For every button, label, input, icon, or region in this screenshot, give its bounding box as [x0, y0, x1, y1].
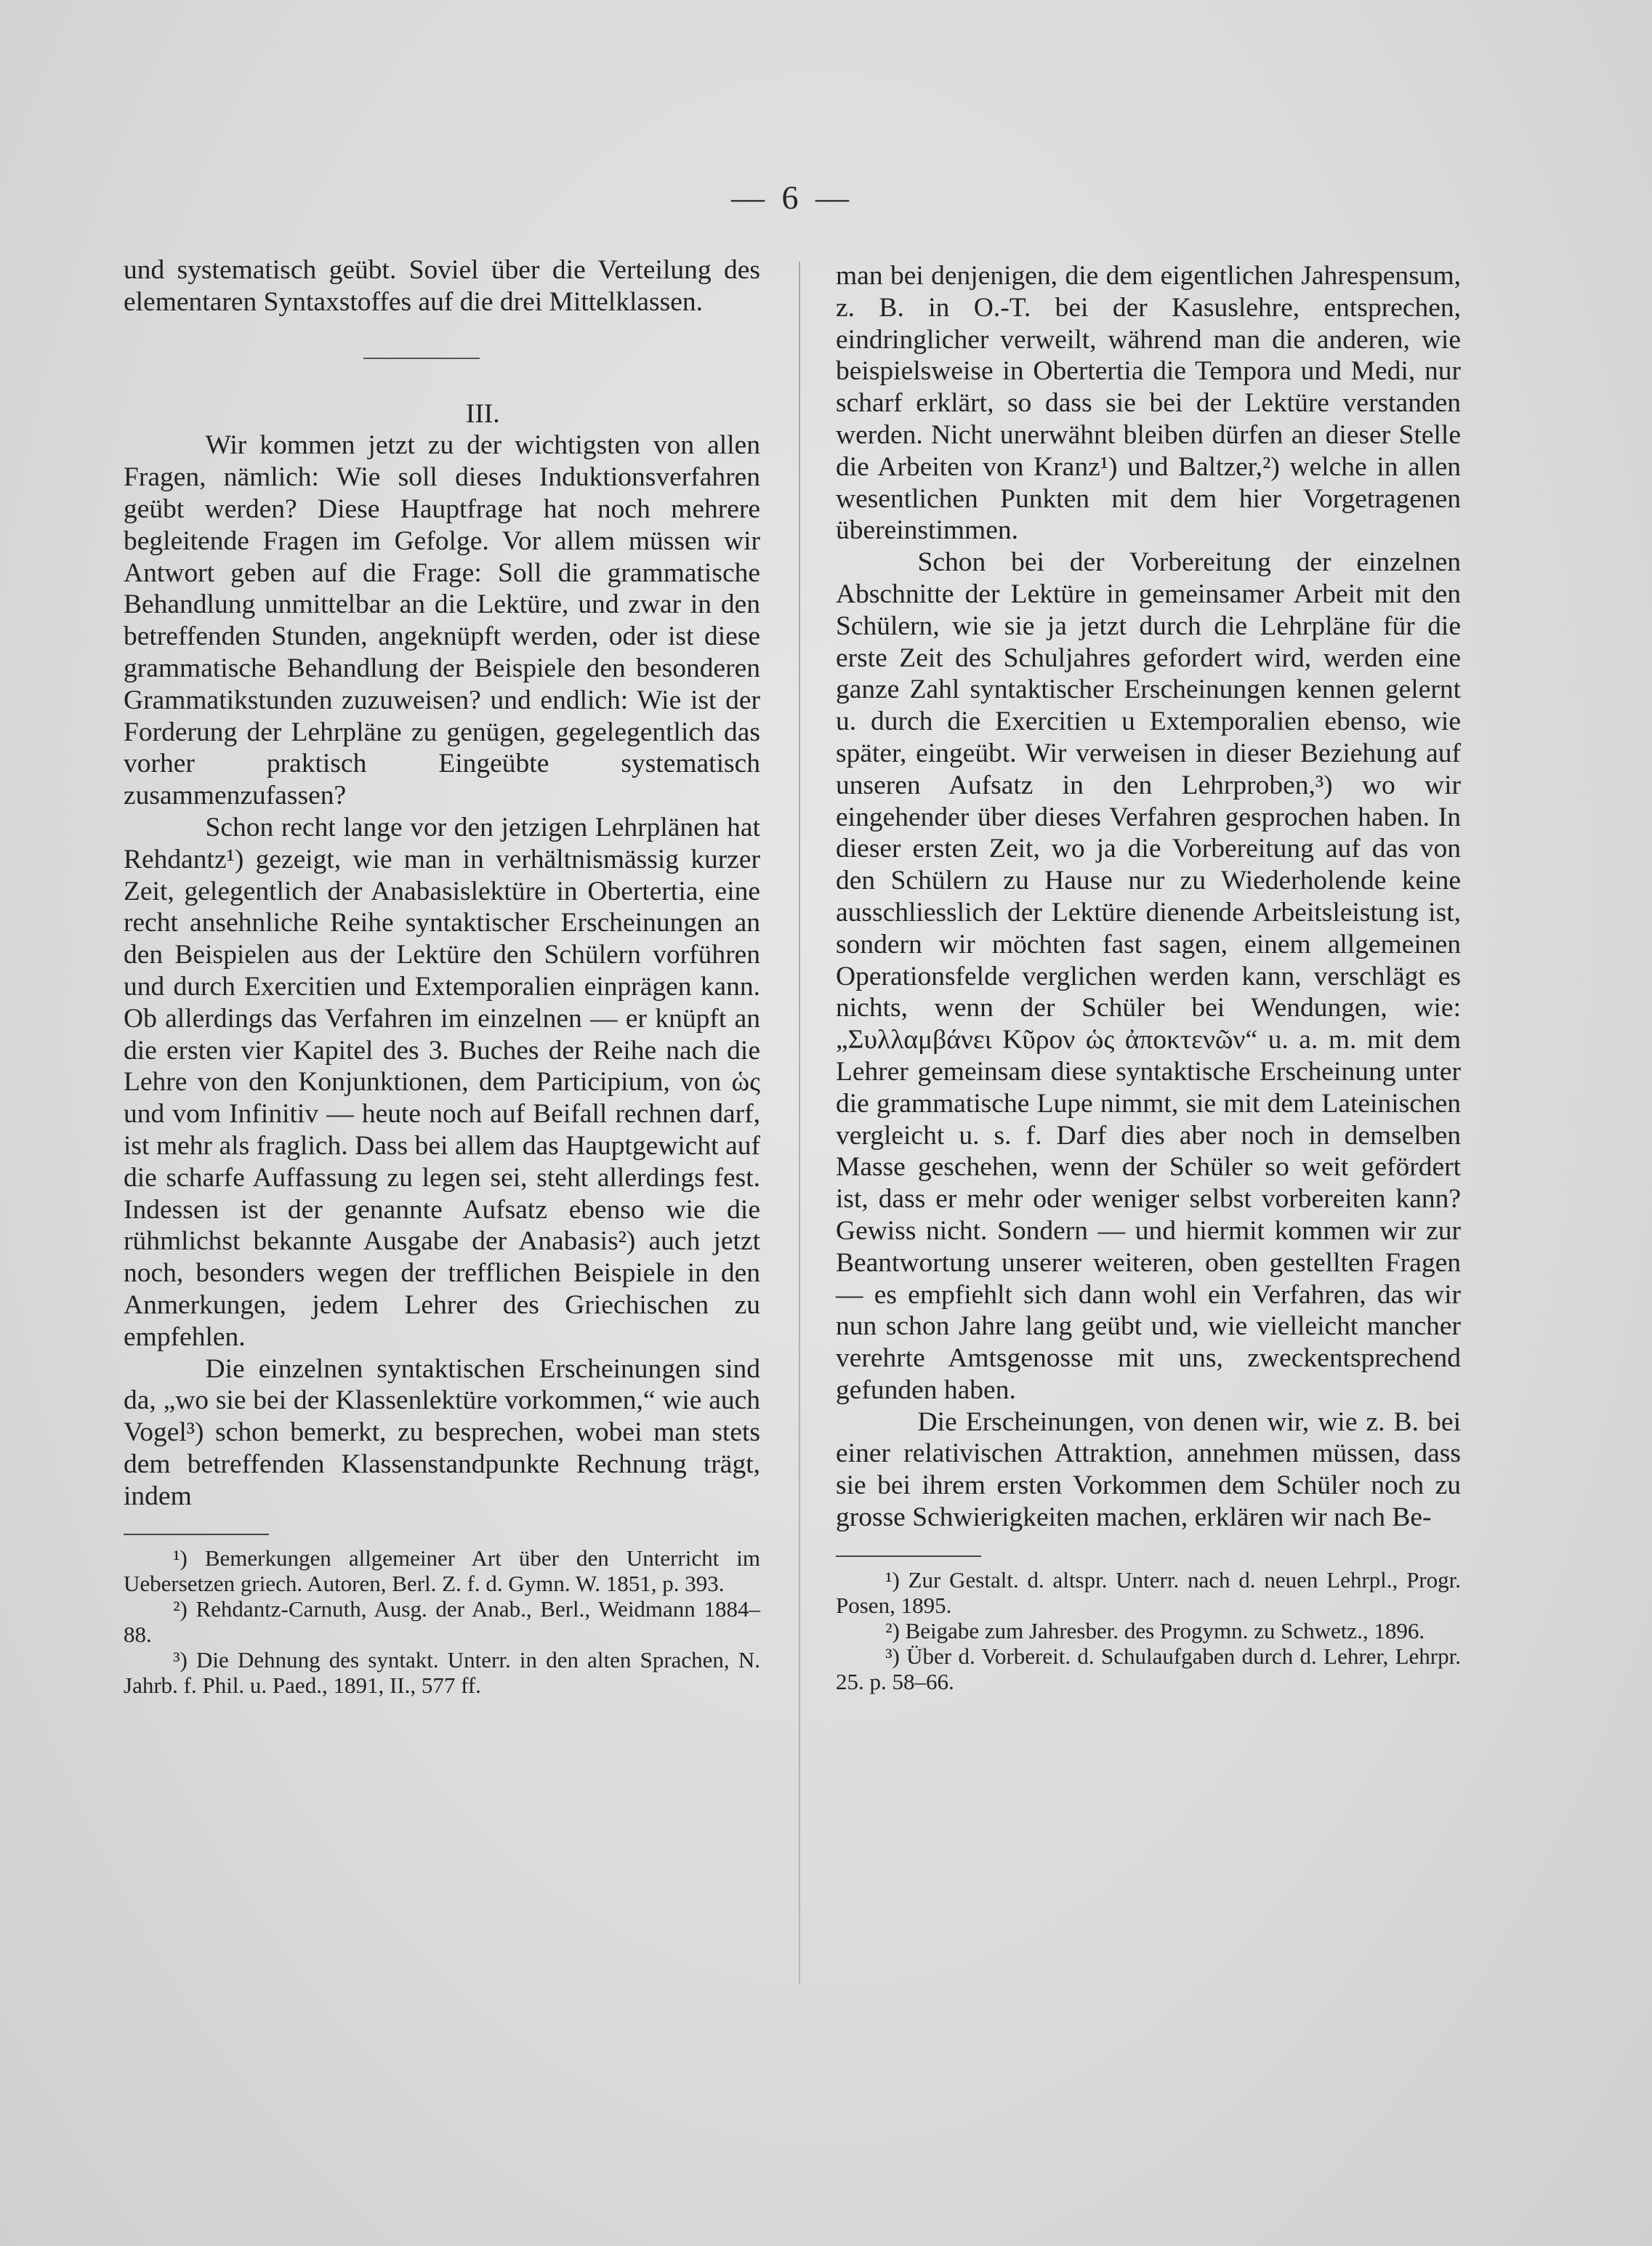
left-column: [124, 254, 760, 1698]
right-intro-paragraph: man bei denjenigen, die dem eigentlichen Jahrespensum, z. B. in O.-T. bei der Kasuslehre, entsprechen, eindringlicher verweilt, während man die anderen, wie beispielsweise in Obertertia die Tempora und Medi, nur scharf erklärt, so dass sie bei der Lektüre verstanden werden. Nicht unerwähnt bleiben dürfen an dieser Stelle die Arbeiten von Kranz¹) und Baltzer,²) welche in allen wesentlichen Punkten mit dem hier Vorgetragenen übereinstimmen.: [836, 261, 1461, 546]
column-divider: [799, 262, 800, 1984]
left-footnote-1: ¹) Bemerkungen allgemeiner Art über den Unterricht im Uebersetzen griech. Autoren, Berl. Z. f. d. Gymn. W. 1851, p. 393.: [124, 1545, 760, 1597]
left-footnote-2: ²) Rehdantz-Carnuth, Ausg. der Anab., Berl., Weidmann 1884–88.: [124, 1596, 760, 1648]
right-footnotes: [836, 1567, 1461, 1694]
left-paragraph-2: Schon recht lange vor den jetzigen Lehrplänen hat Rehdantz¹) gezeigt, wie man in verhältnismässig kurzer Zeit, gelegentlich der Anabasislektüre in Obertertia, eine recht ansehnliche Reihe syntaktischer Erscheinungen an den Beispielen aus der Lektüre den Schülern vorführen und durch Exercitien und Extemporalien einprägen kann. Ob allerdings das Verfahren im einzelnen — er knüpft an die ersten vier Kapitel des 3. Buches der Reihe nach die Lehre von den Konjunktionen, dem Participium, von ὡς und vom Infinitiv — heute noch auf Beifall rechnen darf, ist mehr als fraglich. Dass bei allem das Hauptgewicht auf die scharfe Auffassung zu legen sei, steht allerdings fest. Indessen ist der genannte Aufsatz ebenso wie die rühmlichst bekannte Ausgabe der Anabasis²) auch jetzt noch, besonders wegen der trefflichen Beispiele in den Anmerkungen, jedem Lehrer des Griechischen zu empfehlen.: [124, 812, 760, 1352]
section-separator: [363, 358, 480, 359]
right-footnote-3: ³) Über d. Vorbereit. d. Schulaufgaben durch d. Lehrer, Lehrpr. 25. p. 58–66.: [836, 1643, 1461, 1694]
right-footnote-1: ¹) Zur Gestalt. d. altspr. Unterr. nach d. neuen Lehrpl., Progr. Posen, 1895.: [836, 1566, 1461, 1618]
right-paragraph-1: Schon bei der Vorbereitung der einzelnen Abschnitte der Lektüre in gemeinsamer Arbeit mit den Schülern, wie sie ja jetzt durch die Lehrpläne für die erste Zeit des Schuljahres gefordert wird, werden eine ganze Zahl syntaktischer Erscheinungen kennen gelernt u. durch die Exercitien u Extemporalien ebenso, wie später, eingeübt. Wir verweisen in dieser Beziehung auf unseren Aufsatz in den Lehrproben,³) wo wir eingehender über dieses Verfahren gesprochen haben. In dieser ersten Zeit, wo ja die Vorbereitung auf das von den Schülern zu Hause nur zu Wiederholende keine ausschliesslich der Lektüre dienende Arbeitsleistung ist, sondern wir möchten fast sagen, einem allgemeinen Operationsfelde verglichen werden kann, verschlägt es nichts, wenn der Schüler bei Wendungen, wie: „Συλλαμβάνει Κῦρον ὡς ἀποκτενῶν“ u. a. m. mit dem Lehrer gemeinsam diese syntaktische Erscheinung unter die grammatische Lupe nimmt, sie mit dem Lateinischen vergleicht u. s. f. Darf dies aber noch in demselben Masse geschehen, wenn der Schüler so weit gefördert ist, dass er mehr oder weniger selbst vorbereiten kann? Gewiss nicht. Sondern — und hiermit kommen wir zur Beantwortung unserer weiteren, oben gestellten Fragen — es empfiehlt sich dann wohl ein Verfahren, das wir nun schon Jahre lang geübt und, wie vielleicht mancher verehrte Amtsgenosse mit uns, zweckentsprechend gefunden haben.: [836, 547, 1461, 1405]
left-footnote-3: ³) Die Dehnung des syntakt. Unterr. in den alten Sprachen, N. Jahrb. f. Phil. u. Paed., 1891, II., 577 ff.: [124, 1647, 760, 1699]
right-column: [836, 260, 1461, 1694]
page-number: — 6 —: [731, 179, 853, 216]
left-paragraph-1: Wir kommen jetzt zu der wichtigsten von allen Fragen, nämlich: Wie soll dieses Induktionsverfahren geübt werden? Diese Hauptfrage hat noch mehrere begleitende Fragen im Gefolge. Vor allem müssen wir Antwort geben auf die Frage: Soll die grammatische Behandlung unmittelbar an die Lektüre, und zwar in den betreffenden Stunden, angeknüpft werden, oder ist diese grammatische Behandlung der Beispiele den besonderen Grammatikstunden zuzuweisen? und endlich: Wie ist der Forderung der Lehrpläne zu genügen, gegelegentlich das vorher praktisch Eingeübte systematisch zusammenzufassen?: [124, 430, 760, 811]
left-paragraph-3: Die einzelnen syntaktischen Erscheinungen sind da, „wo sie bei der Klassenlektüre vorkommen,“ wie auch Vogel³) schon bemerkt, zu besprechen, wobei man stets dem betreffenden Klassenstandpunkte Rechnung trägt, indem: [124, 1353, 760, 1511]
right-footnote-rule: [836, 1555, 981, 1557]
right-footnote-2: ²) Beigabe zum Jahresber. des Progymn. zu Schwetz., 1896.: [885, 1617, 1425, 1643]
left-footnote-rule: [124, 1534, 269, 1535]
left-intro-paragraph: und systematisch geübt. Soviel über die Verteilung des elementaren Syntaxstoffes auf die drei Mittelklassen.: [124, 255, 760, 317]
right-paragraph-2: Die Erscheinungen, von denen wir, wie z. B. bei einer relativischen Attraktion, annehmen müssen, dass sie bei ihrem ersten Vorkommen dem Schüler noch zu grosse Schwierigkeiten machen, erklären wir nach Be-: [836, 1406, 1461, 1533]
section-heading: III.: [465, 398, 500, 429]
left-footnotes: [124, 1545, 760, 1698]
